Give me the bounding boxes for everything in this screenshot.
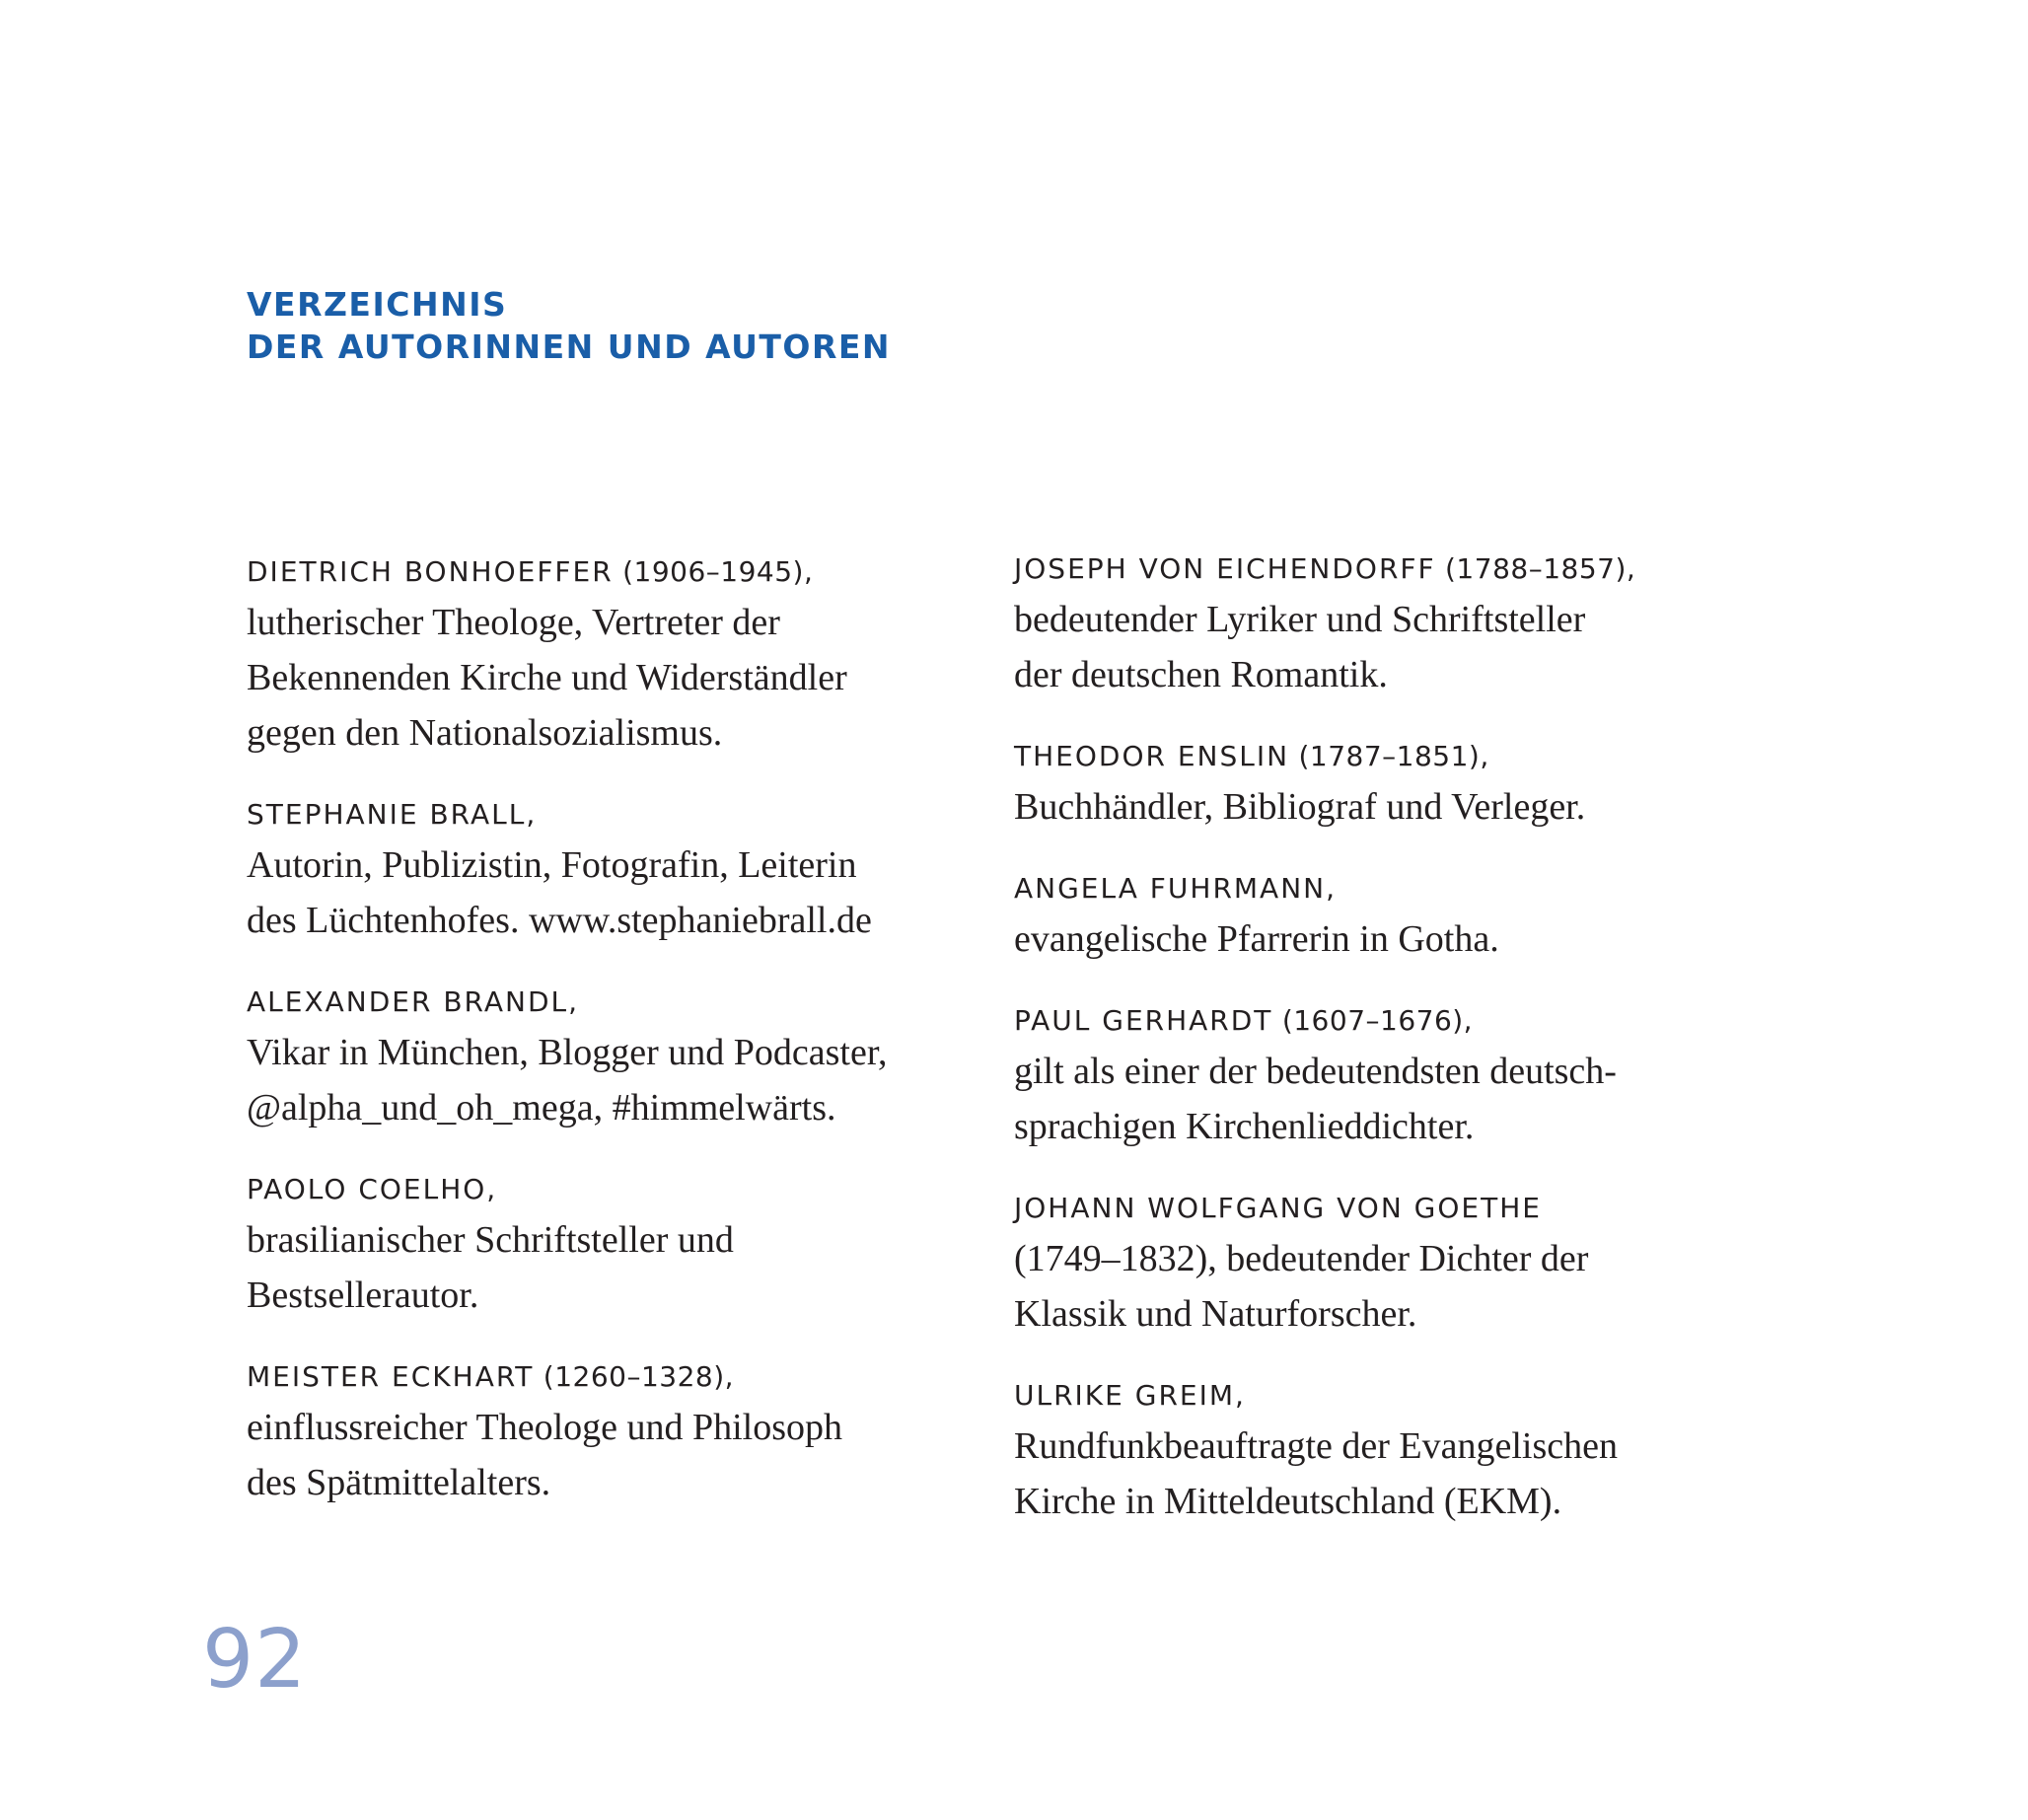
- author-entry-enslin: [1014, 733, 1734, 835]
- author-name: DIETRICH BONHOEFFER: [247, 555, 614, 588]
- author-dates: (1906–1945),: [613, 555, 814, 588]
- page-title-line-1: VERZEICHNIS: [247, 285, 508, 324]
- author-name: JOSEPH VON EICHENDORFF: [1014, 552, 1436, 585]
- description-line: Bekennenden Kirche und Widerständler: [247, 657, 847, 698]
- page-title: [247, 283, 891, 368]
- description-line: Vikar in München, Blogger und Podcaster,: [247, 1032, 888, 1073]
- author-entry-brall: [247, 791, 967, 948]
- author-description: [1014, 911, 1734, 967]
- description-line: der deutschen Romantik.: [1014, 654, 1388, 695]
- description-line: evangelische Pfarrerin in Gotha.: [1014, 918, 1499, 960]
- author-entry-coelho: [247, 1166, 967, 1323]
- author-description: [247, 1025, 967, 1135]
- left-column: [247, 548, 967, 1541]
- author-name-line: [247, 791, 967, 837]
- description-line: @alpha_und_oh_mega, #himmelwärts.: [247, 1087, 836, 1128]
- author-name: THEODOR ENSLIN: [1014, 740, 1290, 772]
- author-name-line: [1014, 546, 1734, 592]
- author-name-line: [1014, 1185, 1734, 1231]
- right-column: [1014, 546, 1734, 1560]
- author-name: ANGELA FUHRMANN,: [1014, 872, 1337, 905]
- description-line: brasilianischer Schriftsteller und: [247, 1219, 734, 1261]
- author-entry-greim: [1014, 1372, 1734, 1529]
- author-description: [1014, 779, 1734, 835]
- author-dates: (1607–1676),: [1272, 1004, 1474, 1037]
- description-line: (1749–1832), bedeutender Dichter der: [1014, 1238, 1589, 1279]
- author-name-line: [247, 548, 967, 595]
- author-description: [247, 1212, 967, 1323]
- author-dates: (1788–1857),: [1435, 552, 1636, 585]
- author-description: [1014, 1231, 1734, 1342]
- author-name: STEPHANIE BRALL,: [247, 798, 538, 831]
- author-name: ALEXANDER BRANDL,: [247, 985, 580, 1018]
- author-description: [247, 595, 967, 761]
- author-entry-fuhrmann: [1014, 865, 1734, 967]
- description-line: Kirche in Mitteldeutschland (EKM).: [1014, 1481, 1562, 1522]
- author-name: ULRIKE GREIM,: [1014, 1379, 1246, 1412]
- description-line: des Lüchtenhofes. www.stephaniebrall.de: [247, 900, 872, 941]
- author-name-line: [1014, 997, 1734, 1044]
- description-line: lutherischer Theologe, Vertreter der: [247, 602, 780, 643]
- author-description: [1014, 1044, 1734, 1154]
- description-line: des Spätmittelalters.: [247, 1462, 551, 1503]
- author-entry-eichendorff: [1014, 546, 1734, 702]
- author-name-line: [247, 1166, 967, 1212]
- author-name-line: [247, 1353, 967, 1400]
- author-name-line: [1014, 733, 1734, 779]
- author-description: [1014, 592, 1734, 702]
- author-description: [247, 837, 967, 948]
- author-description: [247, 1400, 967, 1510]
- description-line: einflussreicher Theologe und Philosoph: [247, 1407, 843, 1448]
- description-line: Autorin, Publizistin, Fotografin, Leiterin: [247, 844, 857, 886]
- page-number: 92: [202, 1613, 308, 1707]
- author-entry-brandl: [247, 979, 967, 1135]
- description-line: Klassik und Naturforscher.: [1014, 1293, 1417, 1335]
- description-line: gegen den Nationalsozialismus.: [247, 712, 723, 754]
- author-name: MEISTER ECKHART: [247, 1360, 535, 1393]
- author-description: [1014, 1419, 1734, 1529]
- author-name-line: [1014, 865, 1734, 911]
- author-dates: (1260–1328),: [534, 1360, 735, 1393]
- author-name-line: [1014, 1372, 1734, 1419]
- author-name-line: [247, 979, 967, 1025]
- description-line: bedeutender Lyriker und Schriftsteller: [1014, 599, 1586, 640]
- author-name: JOHANN WOLFGANG VON GOETHE: [1014, 1192, 1542, 1224]
- description-line: Bestsellerautor.: [247, 1274, 479, 1316]
- author-entry-gerhardt: [1014, 997, 1734, 1154]
- author-dates: (1787–1851),: [1289, 740, 1489, 772]
- author-name: PAOLO COELHO,: [247, 1173, 498, 1205]
- description-line: Buchhändler, Bibliograf und Verleger.: [1014, 786, 1586, 828]
- author-entry-eckhart: [247, 1353, 967, 1510]
- page-title-line-2: DER AUTORINNEN UND AUTOREN: [247, 328, 892, 366]
- author-entry-goethe: [1014, 1185, 1734, 1342]
- author-entry-bonhoeffer: [247, 548, 967, 761]
- description-line: Rundfunkbeauftragte der Evangelischen: [1014, 1425, 1618, 1467]
- author-name: PAUL GERHARDT: [1014, 1004, 1273, 1037]
- description-line: gilt als einer der bedeutendsten deutsch-: [1014, 1051, 1617, 1092]
- description-line: sprachigen Kirchenlieddichter.: [1014, 1106, 1475, 1147]
